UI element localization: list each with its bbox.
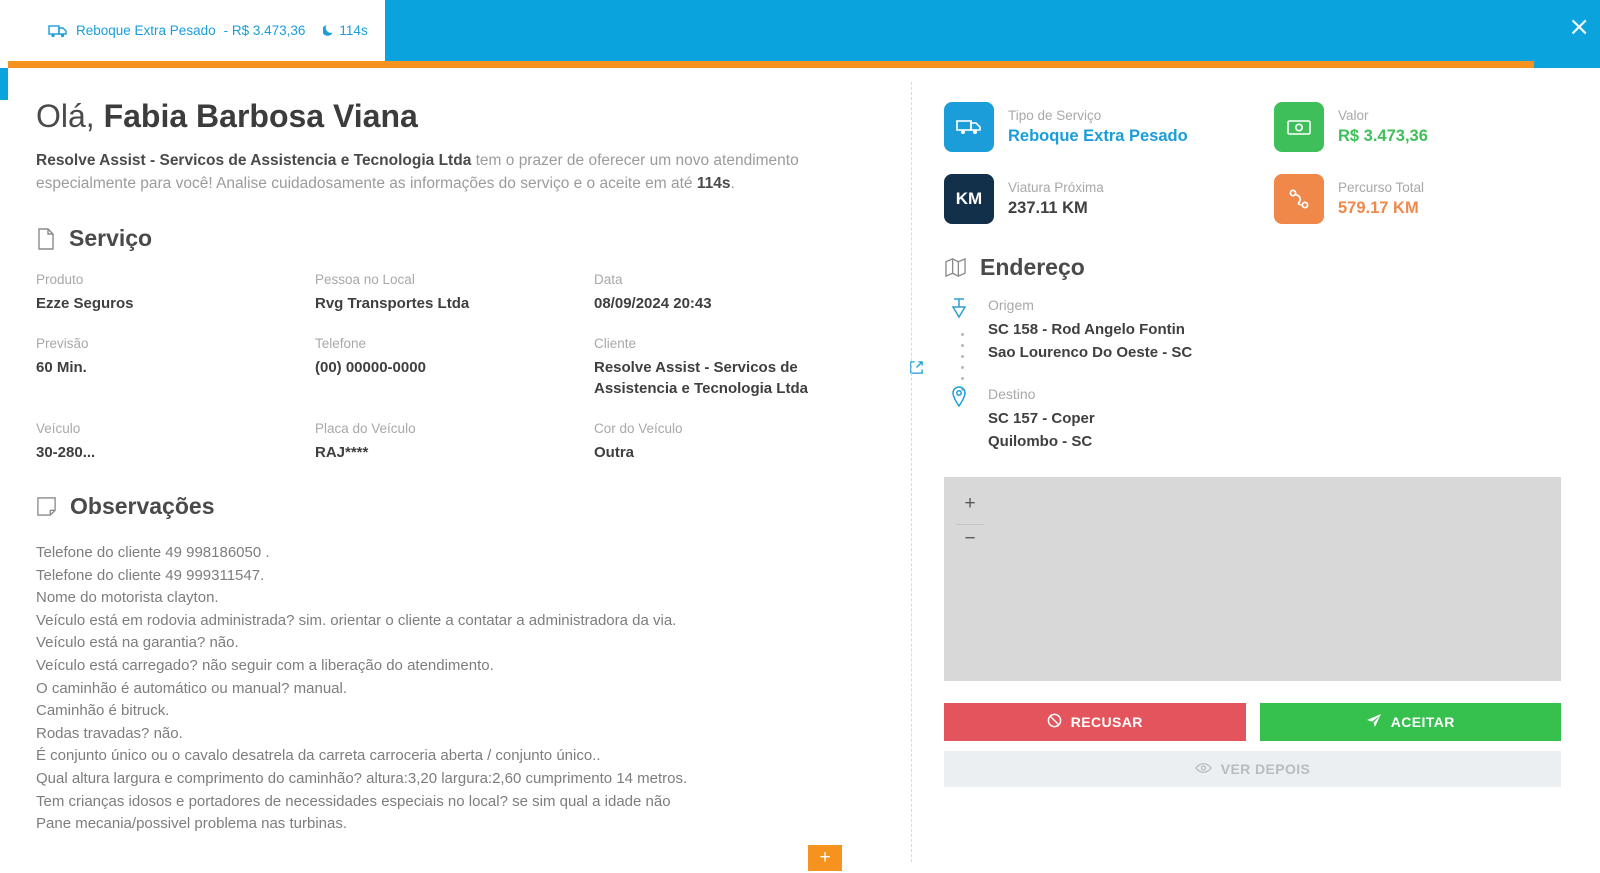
observations-section-title: Observações xyxy=(70,493,215,519)
eye-icon xyxy=(1195,761,1212,777)
intro-countdown: 114s xyxy=(696,175,731,192)
field-placa-label: Placa do Veículo xyxy=(315,421,416,436)
observation-line: O caminhão é automático ou manual? manual. xyxy=(36,679,348,697)
field-pessoa-value: Rvg Transportes Ltda xyxy=(315,295,470,312)
field-telefone xyxy=(315,336,594,399)
offer-tab[interactable] xyxy=(0,0,385,61)
card-viatura-label: Viatura Próxima xyxy=(1008,180,1104,195)
offer-tab-label: Reboque Extra Pesado xyxy=(76,23,216,38)
observation-line: Nome do motorista clayton. xyxy=(36,589,219,607)
observation-line: É conjunto único ou o cavalo desatrela da carreta carroceria aberta / conjunto único.. xyxy=(36,747,601,765)
field-placa-value: RAJ**** xyxy=(315,444,369,461)
field-cliente-label: Cliente xyxy=(594,336,637,351)
route-icon xyxy=(1274,174,1324,224)
field-data-label: Data xyxy=(594,272,623,287)
address-destination-label: Destino xyxy=(988,386,1036,402)
action-buttons xyxy=(944,703,1561,741)
field-previsao-value: 60 Min. xyxy=(36,359,87,376)
page-title xyxy=(36,98,874,135)
observation-line: Telefone do cliente 49 998186050 . xyxy=(36,544,270,561)
origin-pin-icon xyxy=(950,297,968,324)
accept-button[interactable] xyxy=(1260,703,1562,741)
card-valor xyxy=(1274,102,1600,152)
field-data xyxy=(594,272,894,314)
view-later-button[interactable] xyxy=(944,751,1561,787)
observation-line: Rodas travadas? não. xyxy=(36,724,183,742)
note-icon xyxy=(36,496,57,517)
field-veiculo-label: Veículo xyxy=(36,421,81,436)
field-produto-value: Ezze Seguros xyxy=(36,295,134,312)
map-zoom-out-button[interactable]: − xyxy=(956,524,984,552)
observation-line: Veículo está carregado? não seguir com a liberação do atendimento. xyxy=(36,656,494,674)
route-map[interactable] xyxy=(944,477,1561,681)
card-valor-label: Valor xyxy=(1338,108,1369,123)
user-name: Fabia Barbosa Viana xyxy=(103,98,418,134)
field-telefone-label: Telefone xyxy=(315,336,367,351)
service-section-title: Serviço xyxy=(69,225,153,251)
truck-icon xyxy=(48,24,68,38)
top-bar-filler xyxy=(385,0,1600,61)
truck-icon xyxy=(944,102,994,152)
map-icon xyxy=(944,257,967,278)
add-observation-button[interactable]: + xyxy=(808,845,842,871)
progress-bar xyxy=(8,61,1534,68)
address-destination-line1: SC 157 - Coper xyxy=(988,410,1095,427)
observation-line: Caminhão é bitruck. xyxy=(36,702,170,720)
field-cor-value: Outra xyxy=(594,444,635,461)
intro-text-part1: tem o prazer de oferecer um novo atendimento especialmente para você! Analise cuidadosamente as informações do serviço e o aceite em até xyxy=(36,152,799,192)
map-zoom-in-button[interactable]: + xyxy=(956,490,984,518)
destination-pin-icon xyxy=(950,386,968,413)
card-tipo-servico-value: Reboque Extra Pesado xyxy=(1008,127,1188,145)
service-fields-grid xyxy=(36,272,874,463)
field-data-value: 08/09/2024 20:43 xyxy=(594,295,712,312)
observations-section-header xyxy=(36,493,874,520)
card-percurso-label: Percurso Total xyxy=(1338,180,1425,195)
countdown-timer-value: 114s xyxy=(339,23,368,38)
send-icon xyxy=(1366,713,1382,731)
address-section-header xyxy=(944,254,1576,281)
field-pessoa-no-local xyxy=(315,272,594,314)
greeting-hello: Olá, xyxy=(36,98,104,134)
summary-panel xyxy=(940,68,1600,873)
intro-text-part2: . xyxy=(730,175,735,192)
money-icon xyxy=(1274,102,1324,152)
moon-icon xyxy=(323,23,334,39)
observations-text xyxy=(36,542,874,836)
address-origin-line2: Sao Lourenco Do Oeste - SC xyxy=(988,344,1193,361)
field-pessoa-label: Pessoa no Local xyxy=(315,272,415,287)
observation-line: Pane mecania/possivel problema nas turbinas. xyxy=(36,815,348,833)
summary-cards xyxy=(944,102,1576,224)
km-icon: KM xyxy=(944,174,994,224)
field-previsao xyxy=(36,336,315,399)
field-veiculo-value: 30-280... xyxy=(36,444,96,461)
address-origin-line1: SC 158 - Rod Angelo Fontin xyxy=(988,321,1185,338)
observation-line: Veículo está em rodovia administrada? sim. orientar o cliente a contatar a administradora da via. xyxy=(36,611,677,629)
field-placa xyxy=(315,421,594,463)
service-panel xyxy=(0,68,910,873)
card-percurso-value: 579.17 KM xyxy=(1338,199,1419,217)
card-percurso-total xyxy=(1274,174,1600,224)
top-bar xyxy=(0,0,1600,61)
offer-tab-price: - R$ 3.473,36 xyxy=(223,23,306,38)
column-divider xyxy=(911,82,912,862)
company-name: Resolve Assist - Servicos de Assistencia e Tecnologia Ltda xyxy=(36,152,472,169)
field-cliente xyxy=(594,336,894,399)
view-later-button-label: VER DEPOIS xyxy=(1220,761,1311,777)
reject-button[interactable] xyxy=(944,703,1246,741)
field-veiculo xyxy=(36,421,315,463)
field-previsao-label: Previsão xyxy=(36,336,89,351)
intro-text xyxy=(36,149,826,195)
observation-line: Qual altura largura e comprimento do caminhão? altura:3,20 largura:2,60 cumprimento 14 metros. xyxy=(36,769,688,787)
document-icon xyxy=(36,227,56,251)
address-origin xyxy=(944,297,1576,364)
field-telefone-value: (00) 00000-0000 xyxy=(315,359,426,376)
field-produto xyxy=(36,272,315,314)
card-tipo-servico xyxy=(944,102,1274,152)
field-cliente-value: Resolve Assist - Servicos de Assistencia e Tecnologia Ltda xyxy=(594,359,808,397)
field-produto-label: Produto xyxy=(36,272,84,287)
accept-button-label: ACEITAR xyxy=(1390,714,1455,730)
ban-icon xyxy=(1047,713,1062,731)
close-icon[interactable]: × xyxy=(1568,12,1590,42)
address-section-title: Endereço xyxy=(980,254,1085,280)
field-cor xyxy=(594,421,894,463)
top-bar-edge xyxy=(1534,61,1600,68)
card-tipo-servico-label: Tipo de Serviço xyxy=(1008,108,1102,123)
reject-button-label: RECUSAR xyxy=(1070,714,1143,730)
address-destination-line2: Quilombo - SC xyxy=(988,433,1093,450)
address-destination xyxy=(944,386,1576,453)
service-section-header xyxy=(36,225,874,252)
card-viatura-value: 237.11 KM xyxy=(1008,199,1088,217)
countdown-timer xyxy=(323,23,367,39)
observation-line: Tem crianças idosos e portadores de necessidades especiais no local? se sim qual a idade não xyxy=(36,792,671,810)
address-origin-label: Origem xyxy=(988,297,1034,313)
card-valor-value: R$ 3.473,36 xyxy=(1338,127,1428,145)
observation-line: Veículo está na garantia? não. xyxy=(36,634,239,652)
observation-line: Telefone do cliente 49 999311547. xyxy=(36,566,265,584)
card-viatura-proxima xyxy=(944,174,1274,224)
field-cor-label: Cor do Veículo xyxy=(594,421,683,436)
